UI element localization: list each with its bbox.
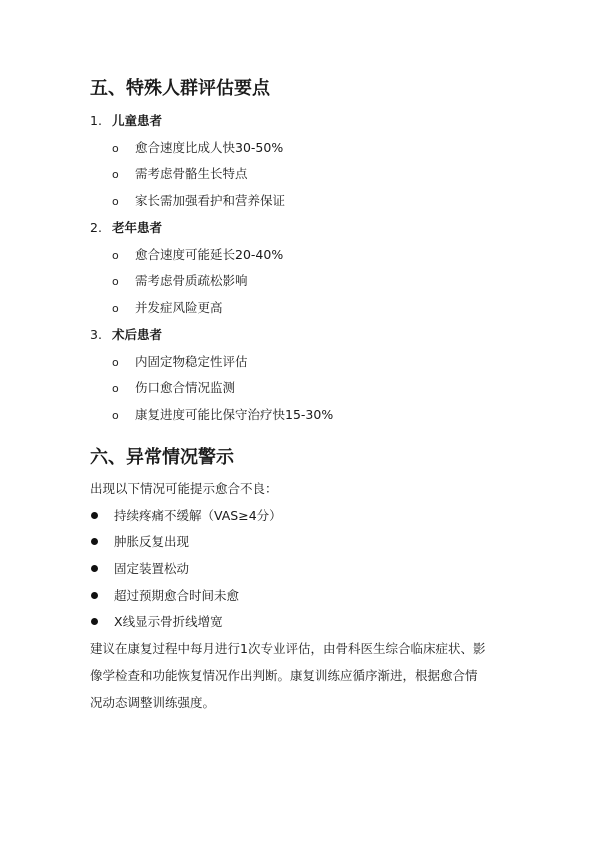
item-label: 术后患者 <box>112 327 163 342</box>
sub-item-text: 康复进度可能比保守治疗快15-30% <box>135 407 334 422</box>
item-label: 老年患者 <box>112 220 163 235</box>
sub-item-text: 内固定物稳定性评估 <box>135 354 248 369</box>
intro-text: 出现以下情况可能提示愈合不良： <box>90 481 278 496</box>
numbered-item-elderly <box>90 218 162 238</box>
bullet-dot-icon <box>90 532 114 552</box>
sub-list-item <box>112 405 333 425</box>
item-number: 1. <box>90 113 102 128</box>
sub-list-item <box>112 298 223 318</box>
item-number: 3. <box>90 327 102 342</box>
bullet-item <box>90 559 189 579</box>
bullet-text: 超过预期愈合时间未愈 <box>114 588 240 603</box>
sub-item-text: 并发症风险更高 <box>135 300 223 315</box>
circle-marker: o <box>112 409 119 422</box>
bullet-dot-icon <box>90 612 114 632</box>
circle-marker: o <box>112 142 119 155</box>
bullet-text: X线显示骨折线增宽 <box>114 614 223 629</box>
bullet-item <box>90 506 282 526</box>
circle-marker: o <box>112 168 119 181</box>
circle-marker: o <box>112 356 119 369</box>
closing-paragraph-line: 建议在康复过程中每月进行1次专业评估，由骨科医生综合临床症状、影 <box>90 641 486 656</box>
circle-marker: o <box>112 382 119 395</box>
bullet-item <box>90 612 223 632</box>
sub-item-text: 伤口愈合情况监测 <box>135 380 236 395</box>
bullet-item <box>90 586 239 606</box>
bullet-text: 持续疼痛不缓解（VAS≥4分） <box>114 508 282 523</box>
sub-list-item <box>112 378 235 398</box>
circle-marker: o <box>112 275 119 288</box>
bullet-dot-icon <box>90 559 114 579</box>
circle-marker: o <box>112 195 119 208</box>
sub-item-text: 需考虑骨骼生长特点 <box>135 166 248 181</box>
circle-marker: o <box>112 302 119 315</box>
item-number: 2. <box>90 220 102 235</box>
sub-list-item <box>112 164 248 184</box>
bullet-dot-icon <box>90 506 114 526</box>
section-heading-abnormal-warnings: 六、异常情况警示 <box>90 447 234 468</box>
sub-item-text: 需考虑骨质疏松影响 <box>135 273 248 288</box>
bullet-dot-icon <box>90 586 114 606</box>
bullet-item <box>90 532 189 552</box>
sub-list-item <box>112 352 248 372</box>
numbered-item-children <box>90 111 162 131</box>
closing-paragraph-line: 况动态调整训练强度。 <box>90 695 216 710</box>
circle-marker: o <box>112 249 119 262</box>
closing-paragraph-line: 像学检查和功能恢复情况作出判断。康复训练应循序渐进，根据愈合情 <box>90 668 478 683</box>
numbered-item-post-surgery <box>90 325 162 345</box>
bullet-text: 固定装置松动 <box>114 561 190 576</box>
sub-list-item <box>112 245 283 265</box>
sub-list-item <box>112 138 283 158</box>
bullet-text: 肿胀反复出现 <box>114 534 190 549</box>
sub-list-item <box>112 191 285 211</box>
sub-list-item <box>112 271 248 291</box>
section-heading-special-groups: 五、特殊人群评估要点 <box>90 78 270 99</box>
sub-item-text: 家长需加强看护和营养保证 <box>135 193 286 208</box>
item-label: 儿童患者 <box>112 113 163 128</box>
sub-item-text: 愈合速度可能延长20-40% <box>135 247 284 262</box>
sub-item-text: 愈合速度比成人快30-50% <box>135 140 284 155</box>
